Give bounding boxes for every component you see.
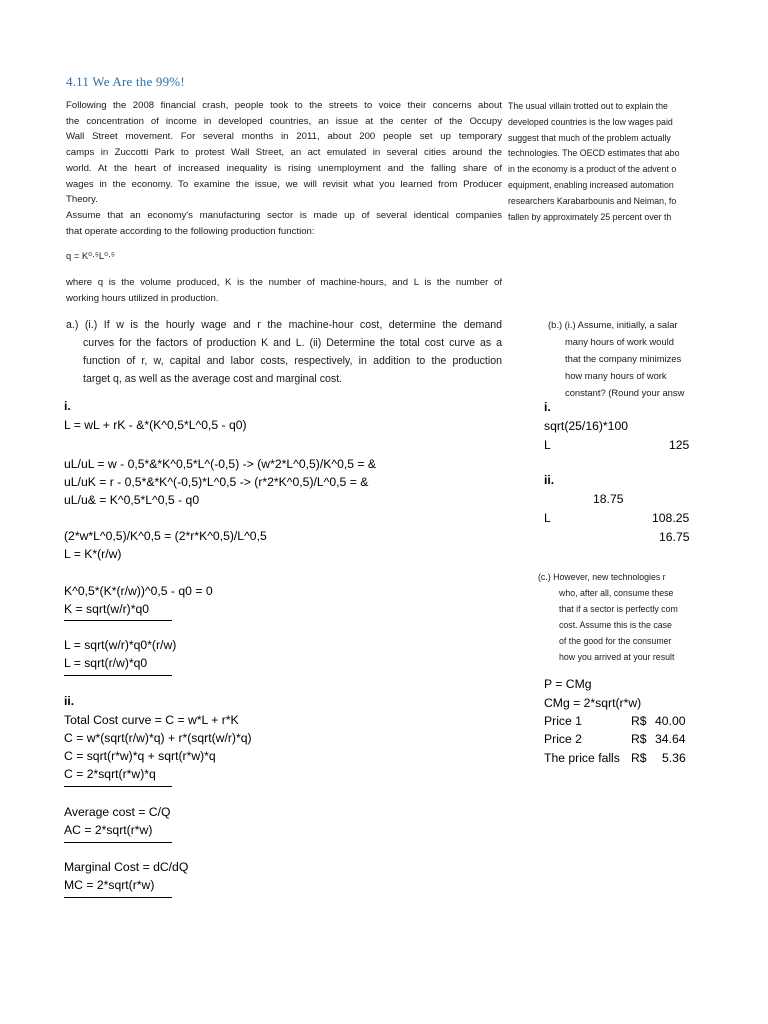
marginal-cost: MC = 2*sqrt(r*w)	[64, 878, 155, 892]
question-a-line: target q, as well as the average cost and marginal cost.	[83, 373, 343, 385]
answer-b-l2-value: 108.25	[652, 511, 690, 525]
side-line: technologies. The OECD estimates that abo	[508, 148, 680, 159]
question-c-line: who, after all, consume these	[559, 588, 674, 598]
question-c-line: (c.) However, new technologies r	[538, 572, 666, 582]
where-paragraph	[66, 275, 502, 306]
answer-b-expression: sqrt(25/16)*100	[544, 419, 629, 433]
answer-b-part2-heading: ii.	[544, 473, 555, 487]
answer-b-value-b: 16.75	[659, 530, 690, 544]
average-cost-definition: Average cost = C/Q	[64, 805, 171, 819]
question-c	[538, 569, 768, 665]
price-row-label: The price falls	[544, 751, 620, 765]
question-b-line: that the company minimizes	[565, 353, 682, 364]
where-line: working hours utilized in production.	[66, 292, 219, 304]
intro-line: Wall Street movement. For several months in 2011, about 200 people set up temporary	[66, 131, 502, 143]
intro-paragraph	[66, 98, 502, 239]
price-row-value: 5.36	[662, 751, 686, 765]
question-c-line: that if a sector is perfectly com	[559, 604, 678, 614]
foc-multiplier: uL/u& = K^0,5*L^0,5 - q0	[64, 493, 200, 507]
question-b-line: many hours of work would	[565, 336, 674, 347]
side-line: researchers Karabarbounis and Neiman, fo	[508, 195, 677, 206]
total-cost-substituted: C = w*(sqrt(r/w)*q) + r*(sqrt(w/r)*q)	[64, 731, 252, 745]
total-cost-simplified: C = sqrt(r*w)*q + sqrt(r*w)*q	[64, 749, 216, 763]
lagrangian: L = wL + rK - &*(K^0,5*L^0,5 - q0)	[64, 418, 247, 432]
question-a-line: a.) (i.) If w is the hourly wage and r the machine-hour cost, determine the demand	[66, 319, 502, 331]
price-row-currency: R$	[631, 714, 647, 728]
question-a-line: function of r, w, capital and labor costs, respectively, in addition to the production	[83, 355, 502, 367]
price-row-value: 34.64	[655, 732, 686, 746]
answer-b-l2-label: L	[544, 511, 551, 525]
labor-demand: L = sqrt(r/w)*q0	[64, 656, 148, 670]
price-row-currency: R$	[631, 732, 647, 746]
foc-labor: uL/uL = w - 0,5*&*K^0,5*L^(-0,5) -> (w*2*L^0,5)/K^0,5 = &	[64, 457, 377, 471]
price-row-currency: R$	[631, 751, 647, 765]
question-c-line: of the good for the consumer	[559, 636, 672, 646]
total-cost-definition: Total Cost curve = C = w*L + r*K	[64, 713, 239, 727]
answer-b-l-label: L	[544, 438, 551, 452]
average-cost: AC = 2*sqrt(r*w)	[64, 823, 153, 837]
marginal-cost-definition: Marginal Cost = dC/dQ	[64, 860, 189, 874]
side-line: equipment, enabling increased automation	[508, 179, 674, 190]
underline	[64, 786, 172, 787]
answer-b-value-a: 18.75	[593, 492, 624, 506]
side-line: in the economy is a product of the advent o	[508, 164, 677, 175]
intro-line: the concentration of income in developed countries, an issue at the center of the Occupy	[66, 115, 502, 127]
underline	[64, 842, 172, 843]
underline	[64, 897, 172, 898]
production-function: q = K⁰·⁵L⁰·⁵	[66, 250, 115, 261]
capital-demand: K = sqrt(w/r)*q0	[64, 602, 149, 616]
question-b-line: how many hours of work	[565, 370, 667, 381]
intro-line: Assume that an economy's manufacturing sector is made up of several identical companies	[66, 209, 502, 221]
intro-line: wages in the economy. To examine the issue, we will revisit what you learned from Producer	[66, 178, 502, 190]
answer-a-part2-heading: ii.	[64, 694, 75, 708]
question-a-line: curves for the factors of production K and L. (ii) Determine the total cost curve as a	[83, 337, 502, 349]
side-column-text	[508, 99, 768, 225]
total-cost-final: C = 2*sqrt(r*w)*q	[64, 767, 156, 781]
question-c-line: how you arrived at your result	[559, 652, 675, 662]
side-line: fallen by approximately 25 percent over th	[508, 211, 672, 222]
side-line: developed countries is the low wages paid	[508, 116, 673, 127]
question-b-line: constant? (Round your answ	[565, 387, 685, 398]
answer-b-part1-heading: i.	[544, 400, 551, 414]
underline	[64, 675, 172, 676]
l-in-terms-of-k: L = K*(r/w)	[64, 547, 122, 561]
answer-b-l-value: 125	[669, 438, 690, 452]
intro-line: Following the 2008 financial crash, people took to the streets to voice their concerns about	[66, 100, 502, 111]
side-line: The usual villain trotted out to explain the	[508, 101, 668, 111]
intro-line: world. At the heart of increased inequality is rising unemployment and the falling share of	[66, 162, 502, 174]
question-b-line: (b.) (i.) Assume, initially, a salar	[548, 319, 678, 330]
price-row-label: Price 1	[544, 714, 582, 728]
where-line: where q is the volume produced, K is the number of machine-hours, and L is the number of	[66, 277, 502, 288]
intro-line: camps in Zuccotti Park to protest Wall Street, an act emulated in several cities around the	[66, 147, 502, 159]
answer-a-part1-heading: i.	[64, 399, 71, 413]
underline	[64, 620, 172, 621]
labor-step: L = sqrt(w/r)*q0*(r/w)	[64, 638, 177, 652]
intro-line: that operate according to the following production function:	[66, 225, 315, 237]
marginal-cost-formula: CMg = 2*sqrt(r*w)	[544, 696, 642, 710]
substitute-step: K^0,5*(K*(r/w))^0,5 - q0 = 0	[64, 584, 213, 598]
price-row-label: Price 2	[544, 732, 582, 746]
price-equals-marginal-cost: P = CMg	[544, 677, 592, 691]
price-row-value: 40.00	[655, 714, 686, 728]
side-line: suggest that much of the problem actually	[508, 132, 671, 143]
intro-line: Theory.	[66, 194, 98, 206]
equate-step: (2*w*L^0,5)/K^0,5 = (2*r*K^0,5)/L^0,5	[64, 529, 267, 543]
question-b	[548, 316, 768, 401]
section-title: 4.11 We Are the 99%!	[66, 74, 185, 89]
question-a	[66, 316, 502, 388]
question-c-line: cost. Assume this is the case	[559, 620, 672, 630]
foc-capital: uL/uK = r - 0,5*&*K^(-0,5)*L^0,5 -> (r*2*K^0,5)/L^0,5 = &	[64, 475, 369, 489]
